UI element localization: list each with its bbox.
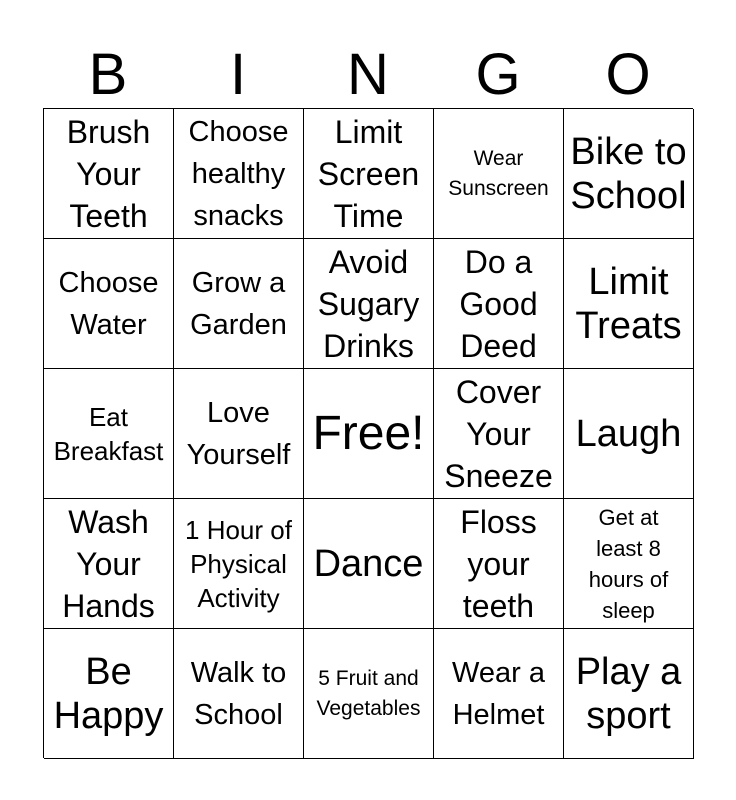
- cell-text: Love Yourself: [186, 396, 291, 471]
- bingo-cell[interactable]: [304, 629, 434, 759]
- header-letter-g: G: [475, 42, 521, 107]
- header-letter-n: N: [347, 42, 389, 107]
- bingo-cell[interactable]: [174, 109, 304, 239]
- cell-text: 1 Hour of Physical Activity: [185, 514, 292, 613]
- bingo-cell[interactable]: [174, 369, 304, 499]
- cell-text: Brush Your Teeth: [66, 113, 151, 234]
- bingo-cell[interactable]: [304, 499, 434, 629]
- bingo-cell[interactable]: [44, 629, 174, 759]
- cell-text: 5 Fruit and Vegetables: [316, 666, 421, 720]
- cell-text: Floss your teeth: [460, 503, 537, 624]
- free-space-cell[interactable]: [304, 369, 434, 499]
- bingo-cell[interactable]: [564, 369, 694, 499]
- bingo-header: [43, 42, 693, 108]
- bingo-cell[interactable]: [44, 499, 174, 629]
- header-letter-b: B: [88, 42, 128, 107]
- cell-text: Limit Screen Time: [317, 113, 420, 234]
- bingo-cell[interactable]: [564, 239, 694, 369]
- bingo-cell[interactable]: [44, 369, 174, 499]
- cell-text: Wear a Helmet: [452, 656, 545, 731]
- cell-text: Limit Treats: [575, 260, 682, 347]
- free-space-text: Free!: [312, 406, 425, 460]
- bingo-cell[interactable]: [174, 629, 304, 759]
- bingo-cell[interactable]: [434, 629, 564, 759]
- cell-text: Choose Water: [58, 266, 159, 341]
- cell-text: Play a sport: [575, 650, 682, 737]
- cell-text: Wear Sunscreen: [448, 146, 549, 200]
- cell-text: Laugh: [575, 412, 682, 455]
- cell-text: Walk to School: [190, 656, 287, 731]
- header-letter-i: I: [229, 42, 247, 107]
- bingo-cell[interactable]: [434, 369, 564, 499]
- bingo-cell[interactable]: [434, 499, 564, 629]
- cell-text: Get at least 8 hours of sleep: [588, 504, 669, 623]
- bingo-cell[interactable]: [564, 629, 694, 759]
- cell-text: Eat Breakfast: [53, 401, 164, 466]
- bingo-cell[interactable]: [44, 239, 174, 369]
- header-letter-o: O: [605, 42, 651, 107]
- bingo-cell[interactable]: [304, 109, 434, 239]
- cell-text: Grow a Garden: [190, 266, 287, 341]
- bingo-cell[interactable]: [434, 239, 564, 369]
- bingo-cell[interactable]: [174, 499, 304, 629]
- cell-text: Cover Your Sneeze: [444, 373, 553, 494]
- bingo-cell[interactable]: [564, 499, 694, 629]
- bingo-cell[interactable]: [304, 239, 434, 369]
- cell-text: Be Happy: [53, 650, 164, 737]
- bingo-grid: [43, 108, 693, 758]
- bingo-cell[interactable]: [564, 109, 694, 239]
- bingo-cell[interactable]: [174, 239, 304, 369]
- cell-text: Wash Your Hands: [62, 503, 155, 624]
- bingo-cell[interactable]: [44, 109, 174, 239]
- cell-text: Avoid Sugary Drinks: [317, 243, 420, 364]
- cell-text: Dance: [313, 542, 424, 585]
- cell-text: Choose healthy snacks: [188, 115, 289, 232]
- cell-text: Do a Good Deed: [459, 243, 538, 364]
- cell-text: Bike to School: [570, 130, 687, 217]
- bingo-cell[interactable]: [434, 109, 564, 239]
